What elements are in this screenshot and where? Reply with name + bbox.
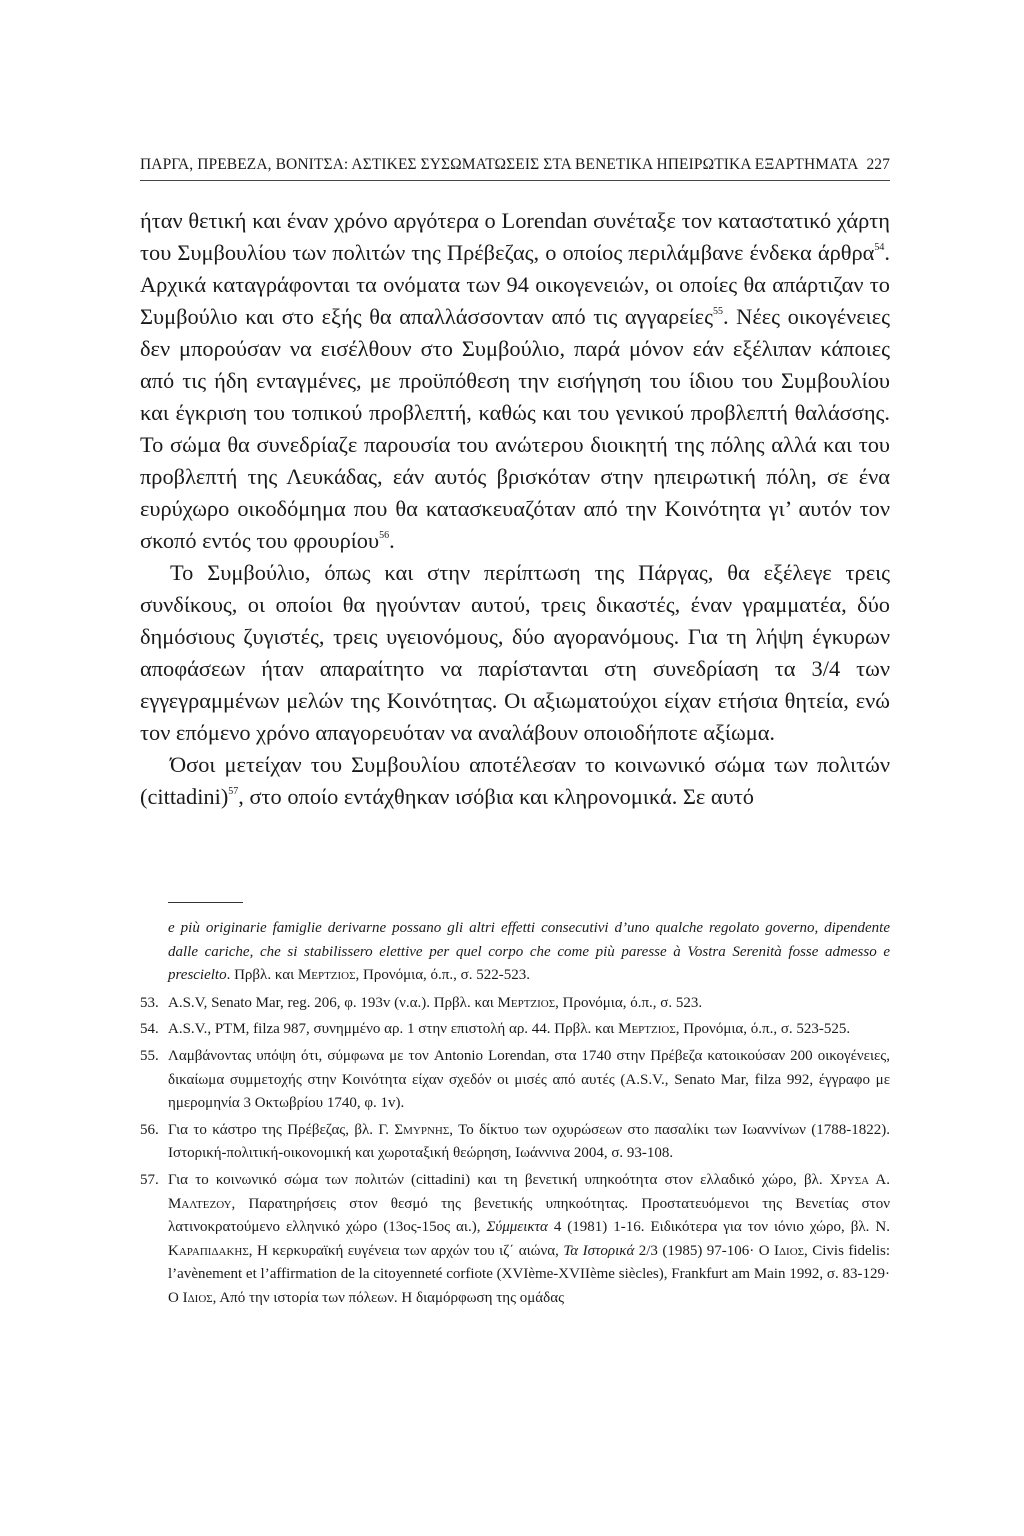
footnote-57-journal-1: Σύμμεικτα — [486, 1219, 548, 1236]
footnote-57-author-4: Ο Ιδιος — [168, 1289, 213, 1306]
footnote-57-text-d: , Η κερκυραϊκή ευγένεια των αρχών του ιζ΄ αιώνα, — [248, 1242, 564, 1259]
footnote-57-text-c: 4 (1981) 1-16. Ειδικότερα για τον ιόνιο χώρο, βλ. — [547, 1219, 876, 1236]
footnote-cont-author: Μερτζιος — [297, 967, 356, 984]
footnote-57-author-3: Ο Ιδιος — [758, 1242, 805, 1259]
footnote-57-text-a: Για το κοινωνικό σώμα των πολιτών (cittadini) και τη βενετική υπηκοότητα στον ελλαδικό χώρο, βλ. — [168, 1171, 830, 1188]
footnote-54-text-a: A.S.V., PTM, filza 987, συνημμένο αρ. 1 στην επιστολή αρ. 44. Πρβλ. και — [168, 1021, 619, 1038]
book-page — [140, 150, 890, 1450]
footnote-57-author-2: Ν. Καραπιδακης — [168, 1219, 890, 1259]
footnote-cont-text-a: . Πρβλ. και — [226, 967, 298, 984]
paragraph-3-text-b: , στο οποίο εντάχθηκαν ισόβια και κληρονομικά. Σε αυτό — [238, 784, 754, 809]
running-head — [140, 150, 890, 181]
footnote-57-text-b: , Παρατηρήσεις στον θεσμό της βενετικής υπηκοότητας. Προστατευόμενοι της Βενετίας στον λατινοκρατούμενο ελληνικό χώρο (13ος-15ος αι.), — [168, 1195, 890, 1236]
footnote-57-journal-2: Τα Ιστορικά — [563, 1242, 635, 1259]
running-head-title: ΠΑΡΓΑ, ΠΡΕΒΕΖΑ, ΒΟΝΙΤΣΑ: ΑΣΤΙΚΕΣ ΣΥΣΩΜΑΤΩΣΕΙΣ ΣΤΑ ΒΕΝΕΤΙΚΑ ΗΠΕΙΡΩΤΙΚΑ ΕΞΑΡΤΗΜΑΤΑ — [140, 156, 859, 173]
footnote-54-text-b: , Προνόμια, ό.π., σ. 523-525. — [675, 1021, 851, 1038]
footnote-57-text-f: , Civis fidelis: l’avènement et l’affirmation de la citoyenneté corfiote (XVIème-XVIIème siècles), Frankfurt am Main 1992, σ. 83-129· — [168, 1242, 890, 1283]
footnote-57-number: 57. — [140, 1171, 159, 1188]
footnote-53-text-b: , Προνόμια, ό.π., σ. 523. — [555, 994, 703, 1011]
footnote-54-number: 54. — [140, 1021, 159, 1038]
footnote-55 — [140, 1045, 890, 1116]
paragraph-3-text-a: Όσοι μετείχαν του Συμβουλίου αποτέλεσαν το κοινωνικό σώμα των πολιτών (cittadini) — [140, 752, 890, 809]
footnote-ref-57[interactable]: 57 — [228, 785, 239, 797]
footnote-55-number: 55. — [140, 1047, 159, 1064]
footnote-56-text-b: , Το δίκτυο των οχυρώσεων στο πασαλίκι των Ιωαννίνων (1788-1822). Ιστορική-πολιτική-οικονομική και χωροταξική θεώρηση, Ιωάννινα 2004, σ. 93-108. — [168, 1121, 891, 1162]
footnote-56-number: 56. — [140, 1121, 159, 1138]
footnote-ref-55[interactable]: 55 — [712, 305, 723, 317]
footnote-57-text-g: , Από την ιστορία των πόλεων. Η διαμόρφωση της ομάδας — [212, 1289, 565, 1306]
footnote-54-author: Μερτζιος — [618, 1021, 676, 1038]
footnote-cont-italic: e più originarie famiglie derivarne possano gli altri effetti consecutivi d’uno qualche regolato governo, dipendente dalle cariche, che si stabilissero elettive per quel corpo che come più paresse à Vostra Serenità fosse admesso e prescielto — [168, 920, 890, 984]
footnote-57 — [140, 1169, 890, 1311]
footnote-53-author: Μερτζιος — [497, 994, 556, 1011]
footnotes — [140, 917, 890, 1314]
paragraph-1 — [140, 205, 890, 557]
main-text — [140, 205, 890, 813]
footnote-57-text-e: 2/3 (1985) 97-106· — [634, 1242, 759, 1259]
paragraph-2: Το Συμβούλιο, όπως και στην περίπτωση της Πάργας, θα εξέλεγε τρεις συνδίκους, οι οποίοι θα ηγούνταν αυτού, τρεις δικαστές, έναν γραμματέα, δύο δημόσιους ζυγιστές, τρεις υγειονόμους, δύο αγορανόμους. Για τη λήψη έγκυρων αποφάσεων ήταν απαραίτητο να παρίστανται στη συνεδρίαση τα 3/4 των εγγεγραμμένων μελών της Κοινότητας. Οι αξιωματούχοι είχαν ετήσια θητεία, ενώ τον επόμενο χρόνο απαγορευόταν να αναλάβουν οποιοδήποτε αξίωμα. — [140, 560, 890, 745]
page-number: 227 — [866, 156, 890, 173]
footnote-53-text-a: A.S.V, Senato Mar, reg. 206, φ. 193v (ν.α.). Πρβλ. και — [168, 994, 498, 1011]
footnote-ref-56[interactable]: 56 — [379, 529, 390, 541]
paragraph-1-text-d: . — [389, 528, 395, 553]
paragraph-1-text-a: ήταν θετική και έναν χρόνο αργότερα ο Lorendan συνέταξε τον καταστατικό χάρτη του Συμβουλίου των πολιτών της Πρέβεζας, ο οποίος περιλάμβανε ένδεκα άρθρα — [140, 208, 890, 265]
footnote-56 — [140, 1119, 890, 1166]
footnote-55-text: Λαμβάνοντας υπόψη ότι, σύμφωνα με τον Antonio Lorendan, στα 1740 στην Πρέβεζα κατοικούσαν 200 οικογένειες, δικαίωμα συμμετοχής στην Κοινότητα είχαν σχεδόν οι μισές από αυτές (A.S.V., Senato Mar, filza 992, έγγραφο με ημερομηνία 3 Οκτωβρίου 1740, φ. 1v). — [168, 1047, 890, 1112]
footnote-53-number: 53. — [140, 994, 159, 1011]
footnote-53 — [140, 992, 890, 1016]
footnote-56-text-a: Για το κάστρο της Πρέβεζας, βλ. — [168, 1121, 379, 1138]
paragraph-3 — [140, 749, 890, 813]
footnote-56-author: Γ. Σμυρνης — [378, 1121, 450, 1138]
footnote-cont-text-b: , Προνόμια, ό.π., σ. 522-523. — [355, 967, 530, 984]
footnote-ref-54[interactable]: 54 — [874, 241, 885, 253]
paragraph-1-text-c: . Νέες οικογένειες δεν μπορούσαν να εισέλθουν στο Συμβούλιο, παρά μόνον εάν εξέλιπαν κάποιες από τις ήδη ενταγμένες, με προϋπόθεση την εισήγηση του ίδιου του Συμβουλίου και έγκριση του τοπικού προβλεπτή, καθώς και του γενικού προβλεπτή θαλάσσης. Το σώμα θα συνεδρίαζε παρουσία του ανώτερου διοικητή της πόλης αλλά και του προβλεπτή της Λευκάδας, εάν αυτός βρισκόταν στην ηπειρωτική πόλη, σε ένα ευρύχωρο οικοδόμημα που θα κατασκευαζόταν από την Κοινότητα γι’ αυτόν τον σκοπό εντός του φρουρίου — [140, 304, 890, 553]
footnote-separator — [168, 902, 243, 903]
footnote-54 — [140, 1018, 890, 1042]
footnote-57-author-1: Χρυσα Α. Μαλτεζου — [168, 1171, 890, 1212]
paragraph-1-text-b: . Αρχικά καταγράφονται τα ονόματα των 94 οικογενειών, οι οποίες θα απάρτιζαν το Συμβούλιο και στο εξής θα απαλλάσσονταν από τις αγγαρείες — [140, 240, 890, 329]
footnote-continuation — [140, 917, 890, 988]
